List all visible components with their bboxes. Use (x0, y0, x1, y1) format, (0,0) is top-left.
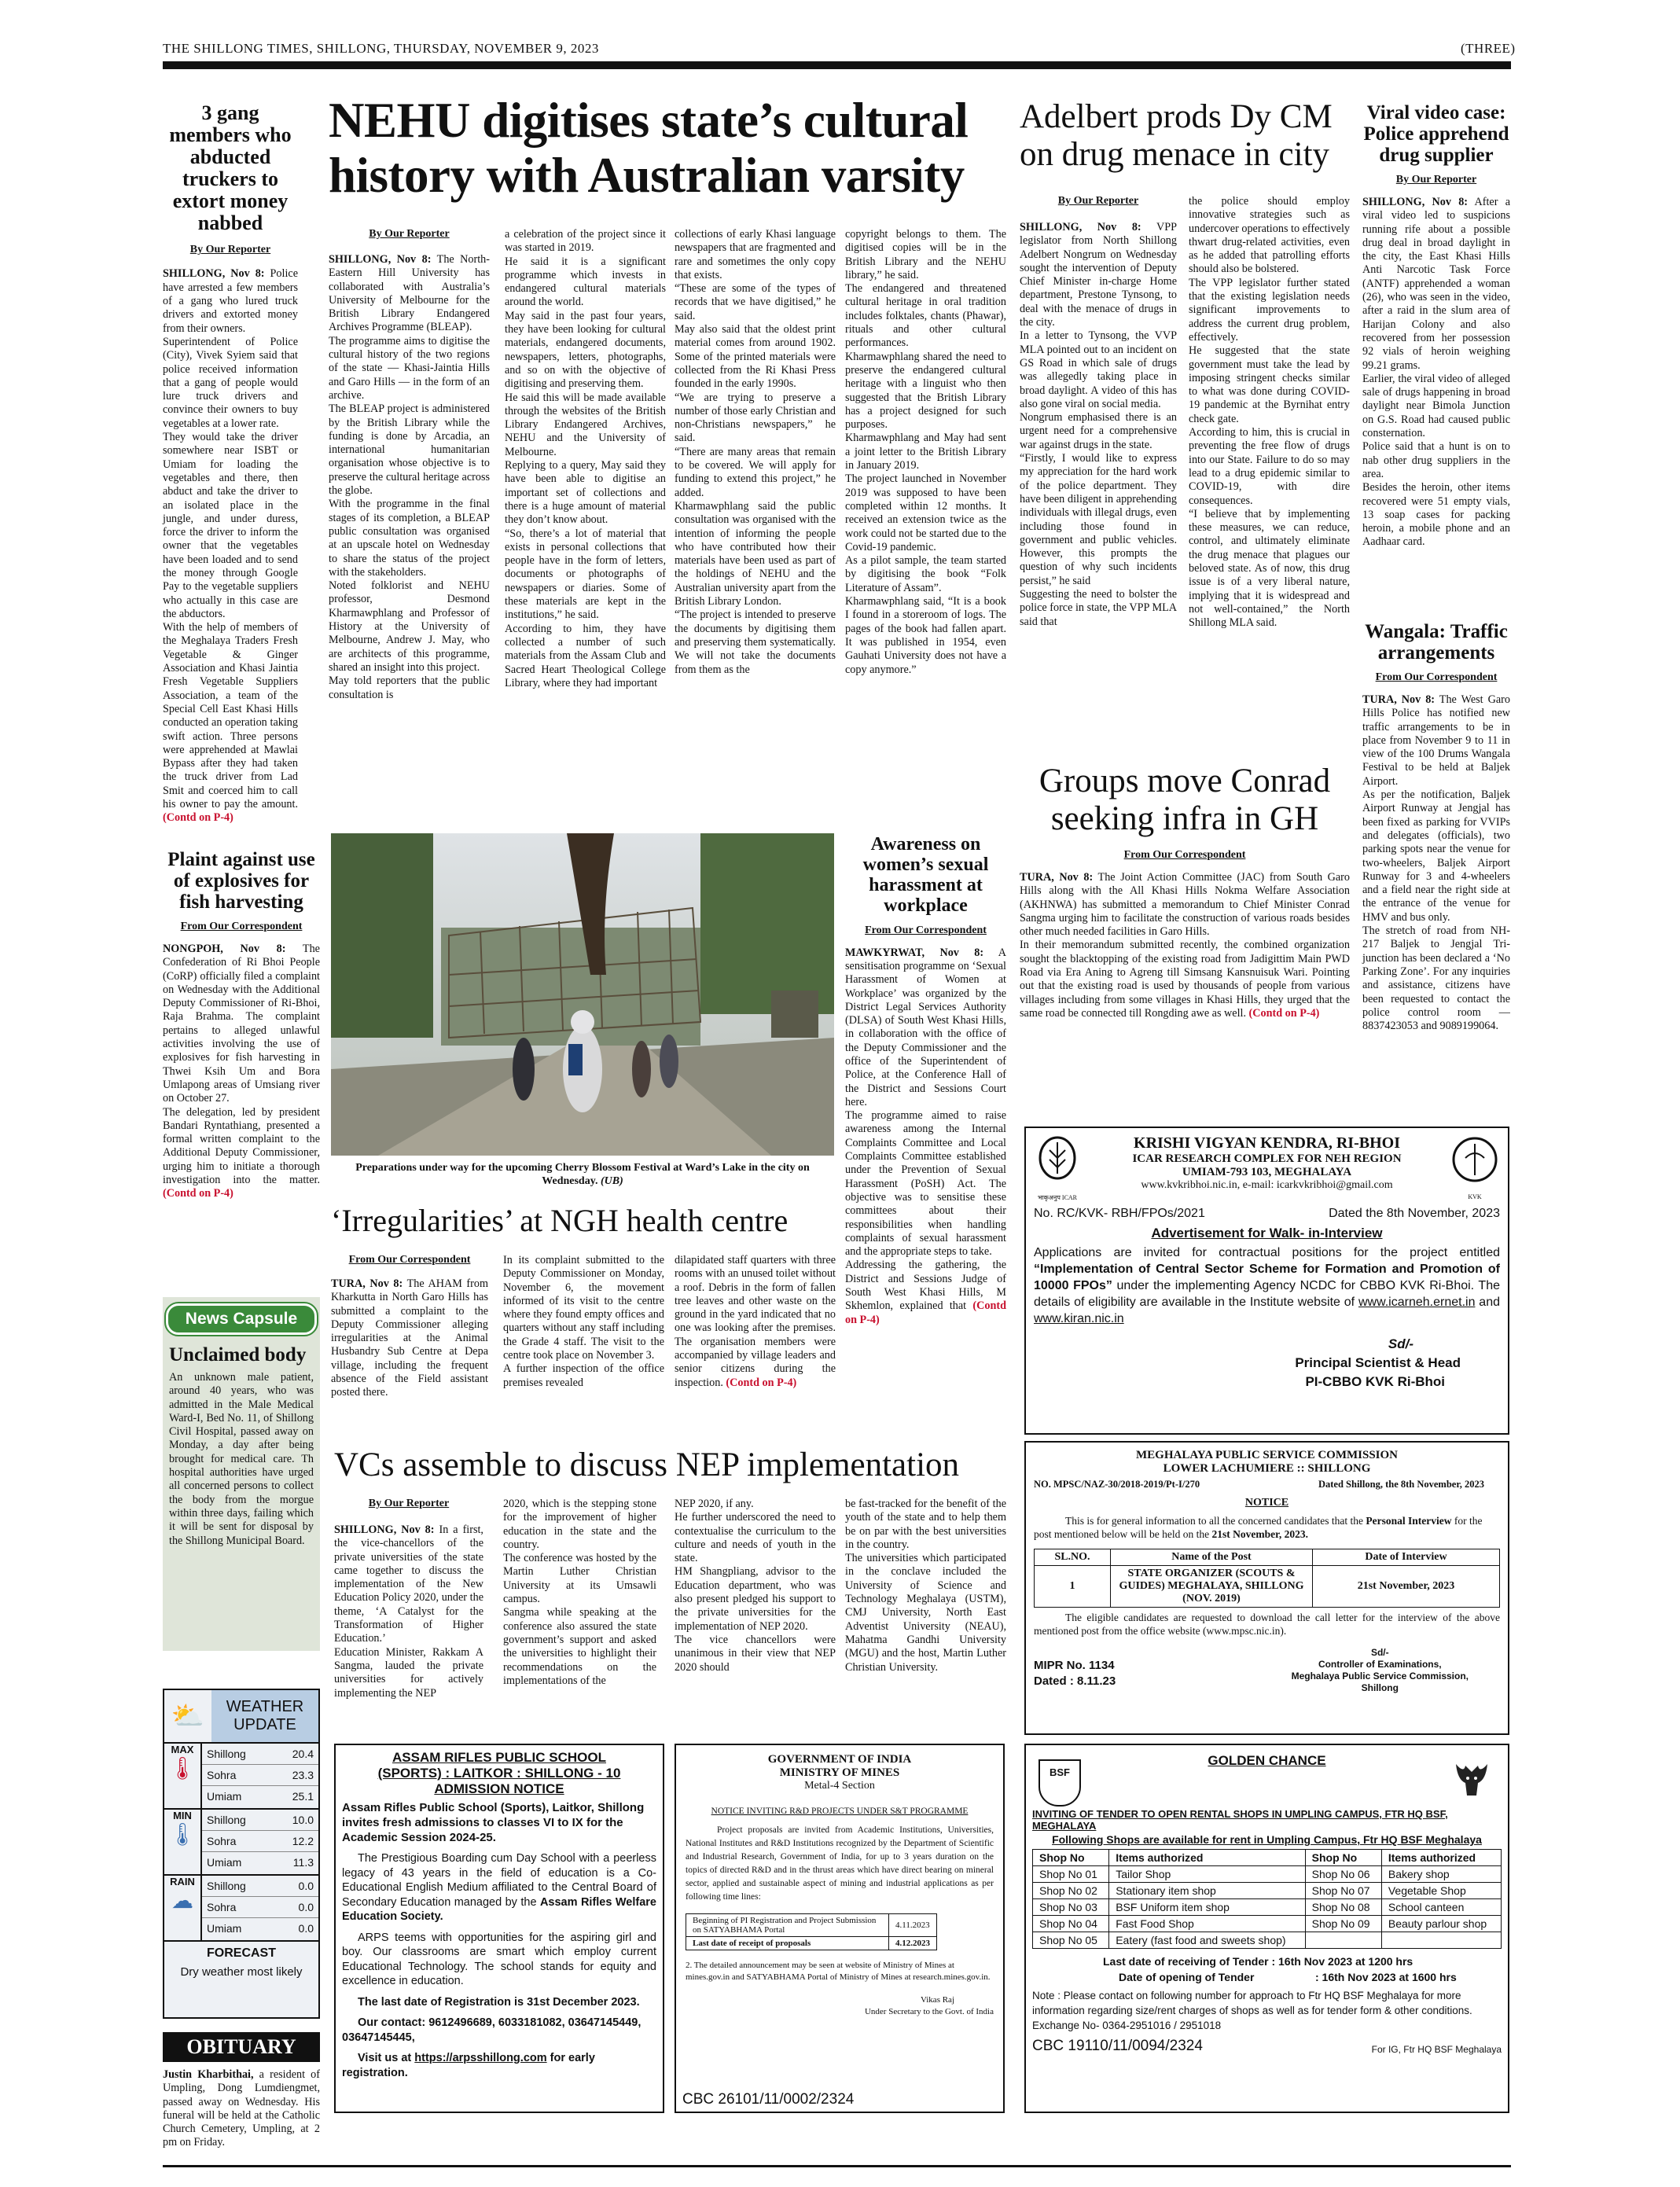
irreg-byline: From Our Correspondent (348, 1254, 471, 1266)
mpsc-sig-2: Controller of Examinations, (1318, 1659, 1442, 1670)
groups-contd[interactable]: (Contd on P-4) (1248, 1006, 1320, 1020)
bottom-rule (163, 2165, 1511, 2167)
nehu-byline: By Our Reporter (369, 228, 450, 240)
mpsc-sig-3: Meghalaya Public Service Commission, (1291, 1671, 1469, 1682)
bsf-cell: Shop No 02 (1033, 1883, 1109, 1899)
arps-p5c: for early registration. (342, 2052, 595, 2079)
kvk-sub1: ICAR RESEARCH COMPLEX FOR NEH REGION (1132, 1152, 1402, 1165)
bsf-open-value: : 16th Nov 2023 at 1600 hrs (1315, 1971, 1457, 1983)
bsf-cell: Fast Food Shop (1109, 1916, 1305, 1932)
arps-p1-text: The Prestigious Boarding cum Day School with a peerless legacy of 43 years in the field of education is a Co-Educational English Medium affiliated to the Central Board of Secondary Education managed by the (342, 1852, 656, 1909)
awareness-body (845, 946, 1006, 1327)
irreg-contd[interactable]: (Contd on P-4) (726, 1376, 797, 1389)
kvk-ad (1024, 1127, 1509, 1435)
irreg-col1-text: The AHAM from Kharkutta in North Garo Hills has submitted a complaint to the Deputy Commissioner alleging irregularities at the Animal Husbandry Sub Centre at Depa village, including the frequent absence of the Field assistant posted there. (331, 1277, 488, 1399)
rain-cloud-icon: ☁ (171, 1888, 193, 1913)
obituary-text: a resident of Umpling, Dong Lumdiengmet, passed away on Wednesday. His funeral will be held at the Catholic Church Cemetery, Umpling, at 2 pm on Friday. (163, 2068, 320, 2149)
bsf-row (1033, 1916, 1502, 1932)
irreg-col3-text: dilapidated staff quarters with three rooms with an unused toilet without a roof. Debris in the form of fallen tree leaves and other waste on the ground in the yard indicated that no one was looking after the premises. The organisation members were accompanied by village leaders and senior citizens during the inspection. (675, 1254, 836, 1389)
thermometer-icon: 🌡 (168, 1756, 197, 1781)
weather-station: Umiam (207, 1790, 242, 1803)
weather-station: Sohra (207, 1901, 237, 1913)
nehu-col-3: collections of early Khasi language newspapers that are fragmented and rare and sometimes the only copy that exists. “These are some of the types of records that we have digitised,” he said. May also said that the oldest print material comes from around 1902. Some of the printed materials were collected from the Ri Khasi Press founded in the early 1990s. “We are trying to preserve a number of those early Christian and non-Christians newspapers,” he said. “There are many areas that remain to be covered. We will apply for funding to extend this project,” he added. Kharmawphlang said the public consultation was organised with the intention of informing the people who have contributed how their materials have been used as part of the holdings of NEHU and the Australian university apart from the British Library London. “The project is intended to preserve the documents by digitising them and preserving them systematically. We will not take the documents from them as the (675, 228, 836, 676)
kvk-sig-3: PI-CBBO KVK Ri-Bhoi (1305, 1374, 1445, 1389)
weather-station: Umiam (207, 1856, 242, 1869)
weather-station: Umiam (207, 1922, 242, 1935)
kvk-web[interactable]: www.kvkribhoi.nic.in, e-mail: icarkvkribhoi@gmail.com (1141, 1179, 1393, 1191)
mpsc-body (1034, 1514, 1500, 1541)
thermometer-icon: 🌡 (168, 1822, 197, 1847)
mpsc-th-date: Date of Interview (1313, 1549, 1500, 1566)
nehu-col-4: copyright belongs to them. The digitised copies will be in the British Library and the NEHU library,” he said. The endangered and threatened cultural heritage in oral tradition includes folktales, chants (Phawar), rituals and other cultural performances. Kharmawphlang shared the need to preserve the endangered cultural heritage with a linguist who then suggested that the British Library has a project designed for such purposes. Kharmawphlang and May had sent a joint letter to the British Library in January 2019. The project launched in November 2019 was supposed to have been completed within 12 months. It received an extension twice as the work could not be started due to the Covid-19 pandemic. As a pilot sample, the team started by digitising the book “Folk Literature of Assam”. Kharmawphlang said, “It is a book I found in a storeroom of logs. The pages of the book had fallen apart. It was published in 1954, even Gauhati University does not have a copy anymore.” (845, 228, 1006, 676)
arps-title-1: ASSAM RIFLES PUBLIC SCHOOL (392, 1750, 606, 1765)
bsf-title: GOLDEN CHANCE (1208, 1753, 1326, 1768)
weather-value: 0.0 (298, 1880, 314, 1892)
kvk-and: and (1475, 1296, 1500, 1309)
bsf-note: Note : Please contact on following number for approach to Ftr HQ BSF Meghalaya for more information regarding size/rent charges of shops as well as for tender form & other conditions. Exchange No- 0364-2951016 / 2951018 (1032, 1990, 1472, 2031)
weather-row (202, 1765, 318, 1786)
weather-row (202, 1918, 318, 1939)
mpsc-td-sl: 1 (1035, 1566, 1111, 1608)
nehu-headline: NEHU digitises state’s cultural history with Australian varsity (329, 93, 969, 203)
weather-row (202, 1831, 318, 1852)
mpsc-td-post: STATE ORGANIZER (SCOUTS & GUIDES) MEGHALAYA, SHILLONG (NOV. 2019) (1111, 1566, 1313, 1608)
weather-max-group (164, 1744, 318, 1810)
bull-logo (1450, 1756, 1494, 1800)
obituary-title: OBITUARY (163, 2032, 320, 2062)
bsf-row (1033, 1899, 1502, 1916)
plaint-body (163, 943, 320, 1201)
adelbert-col-2: the police should employ innovative strategies such as undercover operations to effectively thwart drug-related activities, even as he added that patrolling efforts should also be bolstered. The VPP legislator further stated that the existing legislation needs significant improvements to address the current drug problem, effectively. He suggested that the state government must take the lead by imposing stringent checks similar to what was done during COVID-19 pandemic at the Byrnihat entry check gate. According to him, this is crucial in preventing the free flow of drugs into our State. Failure to do so may lead to a drug epidemic similar to COVID-19, with dire consequences. “I believe that by implementing these measures, we can reduce, control, and ultimately eliminate the drug menace that plagues our beloved state. As of now, this drug issue is of a very liberal nature, implying that it is widespread and not well-contained,” the North Shillong MLA said. (1189, 195, 1350, 630)
gang-body (163, 267, 298, 825)
adelbert-col-1 (1020, 221, 1177, 629)
plaint-byline: From Our Correspondent (180, 921, 303, 932)
bsf-cell: Bakery shop (1381, 1866, 1501, 1883)
viral-byline: By Our Reporter (1395, 174, 1477, 186)
weather-value: 20.4 (292, 1748, 314, 1760)
vcs-col-1 (334, 1524, 483, 1700)
groups-text: The Joint Action Committee (JAC) from South Garo Hills along with the All Khasi Hills Nokma Welfare Association (AKHNWA) has submitted a memorandum to Chief Minister Conrad Sangma urging him to facilitate the construction of various roads besides other much needed facilities in Garo Hills. In their memorandum submitted recently, the combined organization sought the blacktopping of the existing road from Jadigittim Main PWD Road via Era Aning to Agreng till Simsang Kansnuisuk Wari. Pointing out that the existing road is used by thousands of people from various villages including from some villages in Khasi Hills, they urged that the same road be connected till Rongding awe as well. (1020, 871, 1350, 1020)
bsf-cell: Shop No 05 (1033, 1932, 1109, 1949)
arps-p1 (342, 1851, 656, 1924)
capsule-body: An unknown male patient, around 40 years, who was admitted in the Male Medical Ward-I, Bed No. 11, of Shillong Civil Hospital, passed away on Monday, a day after being brought for medical care. Th hospital authorities have urged all concerned persons to collect the body from the morgue within three days, failing which it will be sent for disposal by the Shillong Municipal Board. (169, 1371, 314, 1547)
bsf-cell: Eatery (fast food and sweets shop) (1109, 1932, 1305, 1949)
kvk-sig-2: Principal Scientist & Head (1295, 1355, 1461, 1370)
gang-dateline: SHILLONG, Nov 8: (163, 267, 265, 281)
adelbert-byline: By Our Reporter (1057, 195, 1139, 207)
mpsc-th-post: Name of the Post (1111, 1549, 1313, 1566)
kvk-sub2: UMIAM-793 103, MEGHALAYA (1182, 1166, 1352, 1178)
vcs-col-3: NEP 2020, if any. He further underscored the need to contextualise the curriculum to the culture and needs of youth in the state. HM Shangpliang, advisor to the Education department, who was also present pledged his support to the private universities for the implementation of NEP 2020. The vice chancellors were unanimous in their view that NEP 2020 should (675, 1498, 836, 1674)
mpsc-table (1034, 1549, 1500, 1608)
awareness-story (845, 835, 1006, 1327)
weather-row (202, 1786, 318, 1807)
mpsc-body-a: This is for general information to all the concerned candidates that the (1065, 1515, 1366, 1527)
kvk-body1: Applications are invited for contractual positions for the project entitled (1034, 1246, 1500, 1259)
masthead-rule (163, 61, 1511, 69)
mines-row-1-date: 4.11.2023 (889, 1914, 937, 1937)
weather-row (202, 1810, 318, 1831)
arps-p5a: Visit us at (358, 2052, 415, 2064)
arps-title-2: (SPORTS) : LAITKOR : SHILLONG - 10 (377, 1766, 621, 1781)
adelbert-col1-text: VPP legislator from North Shillong Adelbert Nongrum on Wednesday sought the intervention of Deputy Chief Minister in-charge Home department, Prestone Tynsong, to deal with the menace of drugs in the city. In a letter to Tynsong, the VVP MLA pointed out to an incident on GS Road in which sale of drugs was allegedly taking place in broad daylight. A video of this has also gone viral on social media. Nongrum emphasised there is an urgent need for a comprehensive war against drugs in the state. “Firstly, I would like to express my appreciation for the hard work of the police department. They have been diligent in apprehending individuals with illegal drugs, even including those found in government and public vehicles. However, this prompts the question of why such incidents persist,” he said Suggesting the need to bolster the police force in state, the VPP MLA said that (1020, 221, 1177, 628)
bsf-cell: Shop No 03 (1033, 1899, 1109, 1916)
bsf-cell: Shop No 08 (1305, 1899, 1381, 1916)
bsf-last-label: Last date of receiving of Tender : (1103, 1955, 1276, 1968)
bsf-th: Shop No (1305, 1850, 1381, 1866)
bsf-cell: Shop No 07 (1305, 1883, 1381, 1899)
mpsc-ad (1024, 1441, 1509, 1735)
mpsc-mipr: MIPR No. 1134 (1034, 1659, 1115, 1672)
wangala-text: The West Garo Hills Police has notified new traffic arrangements to be in place from November 9 to 11 in view of the 100 Drums Wangala Festival to be held at Baljek Airport. As per the notification, Baljek Airport Runway at Jengjal has been fixed as parking for VVIPs and delegates (officials), two parking spots near the venue for two-wheelers, Baljek Airport Runway for 3 and 4-wheelers and a field near the right side at the entrance of the venue for HMV and bus only. The stretch of road from NH-217 Baljek to Jengjal Tri-junction has been declared a ‘No Parking Zone’. For any inquiries and assistance, citizens have been requested to contact the police control room — 8837423053 and 9089199064. (1362, 693, 1510, 1033)
weather-row (202, 1744, 318, 1765)
mines-sig-2: Under Secretary to the Govt. of India (864, 2007, 994, 2016)
weather-row (202, 1876, 318, 1897)
mines-ad (675, 1744, 1005, 2113)
arps-p3: The last date of Registration is 31st December 2023. (358, 1995, 640, 2009)
news-capsule (163, 1297, 320, 1651)
irreg-col-2: In its complaint submitted to the Deputy Commissioner on Monday, November 6, the movement informed of its visit to the centre where they found empty offices and quarters without any staff including the Grade 4 staff. The visit to the centre took place on November 3. A further inspection of the office premises revealed (503, 1254, 664, 1389)
mpsc-sig-1: Sd/- (1370, 1647, 1389, 1658)
mpsc-td-date: 21st November, 2023 (1313, 1566, 1500, 1608)
weather-title-1: WEATHER (226, 1698, 304, 1715)
awareness-byline: From Our Correspondent (865, 924, 987, 936)
mines-sig-1: Vikas Raj (920, 1995, 954, 2005)
arps-p1-society: Assam Rifles Welfare Education Society. (342, 1895, 656, 1923)
bsf-cell: Tailor Shop (1109, 1866, 1305, 1883)
wangala-story (1362, 621, 1510, 1033)
kvk-title: KRISHI VIGYAN KENDRA, RI-BHOI (1134, 1134, 1400, 1152)
mines-row-2-date: 4.12.2023 (889, 1937, 937, 1950)
bsf-row (1033, 1866, 1502, 1883)
mines-notice: NOTICE INVITING R&D PROJECTS UNDER S&T PROGRAMME (711, 1807, 969, 1816)
mines-title-1: GOVERNMENT OF INDIA (767, 1753, 912, 1766)
wangala-dateline: TURA, Nov 8: (1362, 693, 1436, 706)
bsf-cell: Stationary item shop (1109, 1883, 1305, 1899)
vcs-dateline: SHILLONG, Nov 8: (334, 1524, 435, 1536)
wangala-headline: Wangala: Traffic arrangements (1365, 621, 1508, 663)
vcs-col-4: be fast-tracked for the benefit of the youth of the state and to help them be on par with the best universities in the country. The universities which participated in the conclave included the University of Science and Technology Meghalaya (USTM), CMJ University, North East Adventist University (NEAU), Mahatma Gandhi University (MGU) and the host, Martin Luther Christian University. (845, 1498, 1006, 1674)
bsf-cell: Shop No 06 (1305, 1866, 1381, 1883)
icar-logo-text: भाकृअनुप ICAR (1037, 1194, 1078, 1201)
bsf-line-2: Following Shops are available for rent in Umpling Campus, Ftr HQ BSF Meghalaya (1052, 1833, 1482, 1846)
viral-body (1362, 196, 1510, 550)
bsf-th: Items authorized (1109, 1850, 1305, 1866)
mines-cbc: CBC 26101/11/0002/2324 (682, 2091, 855, 2108)
weather-station: Sohra (207, 1835, 237, 1847)
bsf-th: Items authorized (1381, 1850, 1501, 1866)
arps-lead: Assam Rifles Public School (Sports), Laitkor, Shillong invites fresh admissions to classes VI to IX for the Academic Session 2024-25. (342, 1801, 645, 1844)
kvk-logo (1450, 1134, 1500, 1200)
adelbert-dateline: SHILLONG, Nov 8: (1020, 221, 1141, 233)
mpsc-title: MEGHALAYA PUBLIC SERVICE COMMISSION (1135, 1449, 1398, 1461)
weather-min-label: MIN (173, 1810, 192, 1821)
forecast-text: Dry weather most likely (180, 1965, 303, 1979)
bsf-th: Shop No (1033, 1850, 1109, 1866)
bsf-cell: Shop No 09 (1305, 1916, 1381, 1932)
kvk-link-1[interactable]: www.icarneh.ernet.in (1358, 1296, 1476, 1309)
groups-story (1020, 763, 1350, 1020)
plaint-headline: Plaint against use of explosives for fish harvesting (167, 849, 315, 913)
plaint-story (163, 849, 320, 1201)
gang-story (163, 102, 298, 825)
mpsc-foot: The eligible candidates are requested to download the call letter for the interview of the above mentioned post from the office website (www.mpsc.nic.in). (1034, 1612, 1500, 1637)
plaint-text: The Confederation of Ri Bhoi People (CoRP) officially filed a complaint on Wednesday with the Additional Deputy Commissioner of Ri-Bhoi, Raja Brahma. The complaint pertains to alleged unlawful activities involving the use of explosives for fish harvesting in Thwei Ksih Um and Bora Umlapong areas of Umsiang river on October 27. The delegation, led by president Bandari Ryntathiang, presented a formal written complaint to the Additional Deputy Commissioner, urging him to initiate a thorough investigation into the matter. (163, 943, 320, 1187)
arps-p4: Our contact: 9612496689, 6033181082, 03647145449, 03647145445, (342, 2016, 641, 2044)
photo-credit: (UB) (600, 1175, 623, 1187)
nehu-col1-text: The North-Eastern Hill University has collaborated with Australia’s University of Melbourne for the British Library Endangered Archives Programme (BLEAP). The programme aims to digitise the cultural history of the two regions of the state — Khasi-Jaintia Hills and Garo Hills — in the form of an archive. The BLEAP project is administered by the British Library while the funding is done by Arcadia, an international humanitarian organisation whose objective is to preserve the cultural heritage across the globe. With the programme in the final stages of its completion, a BLEAP public consultation was organised at an upscale hotel on Wednesday to share the status of the project with the stakeholders. Noted folklorist and NEHU professor, Desmond Kharmawphlang and Professor of History at the University of Melbourne, Andrew J. May, who are architects of this programme, shared an insight into this project. May told reporters that the public consultation is (329, 253, 490, 701)
vcs-col-2: 2020, which is the stepping stone for the improvement of higher education in the state and the country. The conference was hosted by the Martin Luther Christian University at its Umsawli campus. Sangma while speaking at the conference also assured the state government’s support and asked the universities to highlight their recommendations on the implementations of the (503, 1498, 656, 1687)
viral-dateline: SHILLONG, Nov 8: (1362, 196, 1469, 208)
adelbert-headline: Adelbert prods Dy CM on drug menace in city (1020, 98, 1333, 173)
gang-headline: 3 gang members who abducted truckers to extort money nabbed (169, 101, 292, 235)
mines-note: 2. The detailed announcement may be seen at website of Ministry of Mines at mines.gov.in and SATYABHAMA Portal of Ministry of Mines at research.mines.gov.in. (686, 1961, 991, 1982)
weather-station: Shillong (207, 1748, 246, 1760)
weather-value: 23.3 (292, 1769, 314, 1781)
bsf-line-1: INVITING OF TENDER TO OPEN RENTAL SHOPS IN UMPLING CAMPUS, FTR HQ BSF, MEGHALAYA (1032, 1808, 1448, 1832)
irreg-col-3 (675, 1254, 836, 1390)
vcs-col1-text: In a first, the vice-chancellors of the private universities of the state came together to discuss the implementation of the New Education Policy 2020, under the theme, ‘A Catalyst for the Transformation of Higher Education.’ Education Minister, Rakkam A Sangma, lauded the private universities for actively implementing the NEP (334, 1524, 483, 1700)
groups-byline: From Our Correspondent (1123, 849, 1246, 861)
arps-ad (334, 1744, 664, 2113)
cherry-blossom-photo (331, 833, 834, 1156)
bsf-table (1032, 1849, 1502, 1949)
weather-station: Shillong (207, 1814, 246, 1826)
irreg-col-1 (331, 1277, 488, 1400)
gang-byline: By Our Reporter (189, 244, 271, 256)
bsf-open-label: Date of opening of Tender (1119, 1971, 1255, 1983)
bsf-cell: Vegetable Shop (1381, 1883, 1501, 1899)
capsule-label: News Capsule (166, 1303, 317, 1335)
awareness-headline: Awareness on women’s sexual harassment at workplace (862, 834, 989, 916)
kvk-body2: under the implementing Agency NCDC for CBBO KVK Ri-Bhoi. The details of eligibility are available in the Institute website of (1034, 1279, 1500, 1309)
kvk-ad-title: Advertisement for Walk- in-Interview (1151, 1226, 1383, 1241)
mpsc-date: Dated Shillong, the 8th November, 2023 (1318, 1479, 1484, 1490)
arps-p5 (342, 2051, 656, 2080)
bsf-cbc: CBC 19110/11/0094/2324 (1032, 2038, 1203, 2054)
kvk-body (1034, 1244, 1500, 1327)
plaint-contd[interactable]: (Contd on P-4) (163, 1187, 233, 1200)
vcs-byline: By Our Reporter (368, 1498, 450, 1509)
bsf-cell: School canteen (1381, 1899, 1501, 1916)
weather-value: 11.3 (292, 1856, 314, 1869)
weather-icon: ⛅ (171, 1701, 205, 1731)
bsf-last-value: 16th Nov 2023 at 1200 hrs (1278, 1955, 1413, 1968)
weather-value: 12.2 (292, 1835, 314, 1847)
mpsc-notice: NOTICE (1244, 1497, 1289, 1509)
bsf-signature: For IG, Ftr HQ BSF Meghalaya (1371, 2044, 1502, 2055)
awareness-text: A sensitisation programme on ‘Sexual Harassment of Women at Workplace’ was organized by the District Legal Services Authority (DLSA) of South West Khasi Hills, in collaboration with the office of the Deputy Commissioner and the office of the Superintendent of Police, at the Conference Hall of the District and Sessions Court here. The programme aimed to raise awareness among the Internal Complaints Committee and Local Complaints Committee established under the Prevention of Sexual Harassment (PoSH) Act. The objective was to sensitise these committees about their responsibilities when handling complaints of sexual harassment and the appropriate steps to take. Addressing the gathering, the District and Sessions Judge of South West Khasi Hills, M Skhemlon, explained that (845, 946, 1006, 1313)
nehu-col-1 (329, 253, 490, 702)
weather-rain-label: RAIN (170, 1876, 195, 1887)
bsf-cell: Shop No 04 (1033, 1916, 1109, 1932)
wangala-body (1362, 693, 1510, 1033)
mines-title-3: Metal-4 Section (804, 1780, 875, 1792)
weather-station: Sohra (207, 1769, 237, 1781)
groups-dateline: TURA, Nov 8: (1020, 871, 1094, 884)
kvk-logo-text: KVK (1468, 1193, 1482, 1200)
awareness-dateline: MAWKYRWAT, Nov 8: (845, 946, 984, 959)
obituary-name: Justin Kharbithai, (163, 2068, 254, 2081)
nehu-dateline: SHILLONG, Nov 8: (329, 253, 432, 266)
arps-website-link[interactable]: https://arpsshillong.com (414, 2052, 547, 2064)
weather-value: 25.1 (292, 1790, 314, 1803)
photo-caption (331, 1161, 834, 1188)
viral-headline: Viral video case: Police apprehend drug supplier (1363, 102, 1509, 166)
wangala-byline: From Our Correspondent (1375, 671, 1498, 683)
bsf-row (1033, 1932, 1502, 1949)
vcs-headline: VCs assemble to discuss NEP implementation (334, 1446, 960, 1483)
mpsc-body-d: 21st November, 2023. (1211, 1528, 1308, 1540)
obituary-body (163, 2068, 320, 2150)
plaint-dateline: NONGPOH, Nov 8: (163, 943, 286, 955)
weather-value: 0.0 (298, 1922, 314, 1935)
obituary (163, 2032, 320, 2150)
viral-text: After a viral video led to suspicions running rife about a possible drug deal in broad daylight in the city, the East Khasi Hills Anti Narcotic Task Force (ANTF) apprehended a woman (26), who was seen in the video, after a raid in the slum area of Harijan Colony and also recovered from her possession 92 vials of heroin weighing 99.21 grams. Earlier, the viral video of alleged sale of drugs happening in broad daylight near Bimola Junction on G.S. Road had caused public consternation. Police said that a hunt is on to nab other drug suppliers in the area. Besides the heroin, other items recovered were 51 empty vials, 13 soap cases for packing heroin, a mobile phone and an Aadhaar card. (1362, 196, 1510, 549)
bsf-cell (1305, 1932, 1381, 1949)
kvk-link-2[interactable]: www.kiran.nic.in (1034, 1312, 1124, 1325)
mines-body: Project proposals are invited from Academic Institutions, Universities, National Institutes and R&D Institutions recognized by the Department of Scientific and Industrial Research, Government of India, for up to 3 years duration on the topics of directed R&D and in the thrust areas which have direct bearing on mineral sector, applied and sustainable aspect of mining and industrial applications as per following time lines: (686, 1825, 994, 1902)
photo-caption-text: Preparations under way for the upcoming Cherry Blossom Festival at Ward’s Lake in the city on Wednesday. (355, 1162, 810, 1187)
mpsc-sig-4: Shillong (1361, 1682, 1399, 1693)
arps-title-3: ADMISSION NOTICE (434, 1781, 564, 1796)
mpsc-sub: LOWER LACHUMIERE :: SHILLONG (1163, 1462, 1371, 1475)
bsf-cell: Shop No 01 (1033, 1866, 1109, 1883)
masthead-left: THE SHILLONG TIMES, SHILLONG, THURSDAY, NOVEMBER 9, 2023 (163, 41, 599, 56)
bsf-ad (1024, 1744, 1509, 2113)
weather-row (202, 1852, 318, 1873)
weather-station: Shillong (207, 1880, 246, 1892)
kvk-date: Dated the 8th November, 2023 (1329, 1207, 1500, 1220)
irreg-dateline: TURA, Nov 8: (331, 1277, 403, 1290)
mines-row-2-label: Last date of receipt of proposals (686, 1937, 889, 1950)
mines-row-1-label: Beginning of PI Registration and Project Submission on SATYABHAMA Portal (686, 1914, 889, 1937)
weather-max-label: MAX (171, 1744, 194, 1755)
weather-rain-group (164, 1876, 318, 1942)
gang-text: Police have arrested a few members of a gang who lured truck drivers and extorted money from their owners. Superintendent of Police (City), Vivek Syiem said that police received information that a gang of people would lure truck drivers and convince their owners to buy vegetables at a lower rate. They would take the driver somewhere near ISBT or Umiam for loading the vegetables and there, then abduct and take the driver to an isolated place in the jungle, and under duress, force the driver to inform the owner that the vegetables have been loaded and to send the money through Google Pay to the vegetable suppliers who actually in this case are the abductors. With the help of members of the Meghalaya Traders Fresh Vegetable & Ginger Association and Khasi Jaintia Fresh Vegetable Suppliers Association, a team of the Special Cell East Khasi Hills conducted an operation taking swift action. Three persons were apprehended at Mawlai Bypass after they had taken the truck driver from Lad Smit and coerced him to call his owner to pay the amount. (163, 267, 298, 811)
irreg-headline: ‘Irregularities’ at NGH health centre (331, 1203, 789, 1238)
arps-p2: ARPS teems with opportunities for the aspiring girl and boy. Our classrooms are smart which employ current Educational Technology. The school stands for equity and excellence in education. (342, 1931, 656, 1987)
weather-min-group (164, 1810, 318, 1876)
bsf-row (1033, 1883, 1502, 1899)
weather-title-2: UPDATE (233, 1716, 296, 1733)
icar-logo (1034, 1134, 1081, 1201)
weather-row (202, 1897, 318, 1918)
bsf-cell: BSF Uniform item shop (1109, 1899, 1305, 1916)
groups-body (1020, 871, 1350, 1020)
kvk-project: “Implementation of Central Sector Scheme for Formation and Promotion of 10000 FPOs” (1034, 1263, 1500, 1292)
forecast-title: FORECAST (207, 1946, 276, 1960)
mpsc-body-b: Personal Interview (1366, 1515, 1452, 1527)
capsule-headline: Unclaimed body (169, 1344, 307, 1365)
mpsc-th-sl: SL.NO. (1035, 1549, 1111, 1566)
mines-table (686, 1913, 937, 1950)
bsf-cell (1381, 1932, 1501, 1949)
awareness-contd[interactable]: (Contd on P-4) (845, 1299, 1006, 1326)
kvk-ref: No. RC/KVK- RBH/FPOs/2021 (1034, 1207, 1205, 1220)
masthead-right: (THREE) (1461, 41, 1516, 56)
mpsc-dated: Dated : 8.11.23 (1034, 1674, 1116, 1688)
mpsc-body-c: for the post mentioned below will be held on the (1034, 1515, 1483, 1540)
kvk-sig-1: Sd/- (1388, 1336, 1413, 1351)
weather-widget (163, 1689, 320, 2019)
groups-headline: Groups move Conrad seeking infra in GH (1039, 763, 1331, 837)
mines-title-2: MINISTRY OF MINES (779, 1766, 900, 1779)
bsf-cell: Beauty parlour shop (1381, 1916, 1501, 1932)
weather-value: 0.0 (298, 1901, 314, 1913)
gang-contd[interactable]: (Contd on P-4) (163, 811, 233, 825)
bsf-logo: BSF (1039, 1759, 1081, 1807)
mpsc-ref: NO. MPSC/NAZ-30/2018-2019/Pt-I/270 (1034, 1479, 1200, 1490)
viral-story (1362, 102, 1510, 550)
nehu-col-2: a celebration of the project since it was started in 2019. He said it is a significant programme which invests in endangered cultural materials around the world. May said in the past four years, they have been looking for cultural materials, endangered documents, newspapers, letters, photographs, and so on with the objective of digitising and preserving them. He said this will be made available through the websites of the British Library Endangered Archives, NEHU and the University of Melbourne. Replying to a query, May said they have been able to digitise an important set of collections and there is a huge amount of material they don’t know about. “So, there’s a lot of material that exists in personal collections that people have in the form of letters, documents or photographs of newspapers or diaries. Some of these materials are kept in the institutions,” he said. According to him, they have collected a number of such materials from the Assam Club and Sacred Heart Theological College Library, where they had important (505, 228, 666, 689)
weather-value: 10.0 (292, 1814, 314, 1826)
